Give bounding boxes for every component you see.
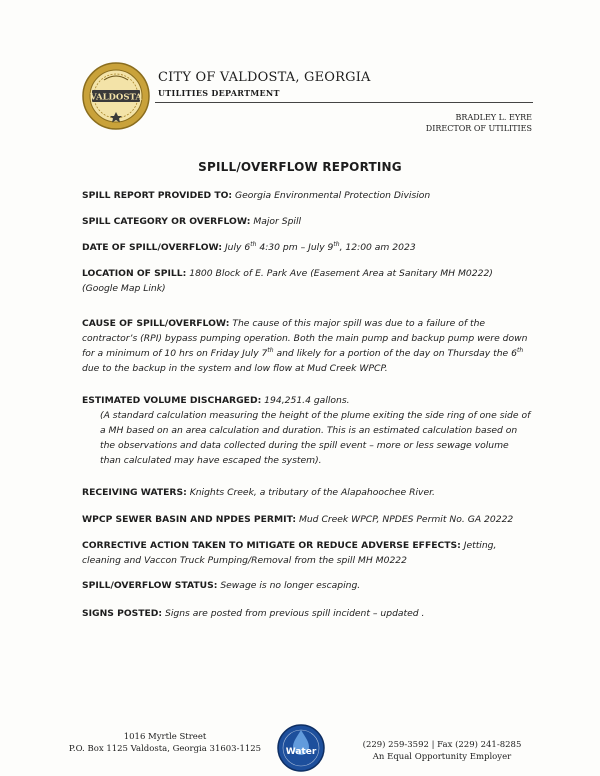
address-line-1: 1016 Myrtle Street	[123, 732, 207, 742]
field-provided-to	[82, 188, 532, 203]
phone-fax: (229) 259-3592 | Fax (229) 241-8285	[362, 740, 522, 750]
google-map-link[interactable]: (Google Map Link)	[82, 283, 166, 294]
city-seal-logo	[82, 62, 150, 130]
page-title: SPILL/OVERFLOW REPORTING	[198, 160, 402, 174]
location-value: 1800 Block of E. Park Ave (Easement Area at Sanitary MH M0222)	[189, 268, 493, 279]
cause-value: The cause of this major spill was due to a failure of the contractor’s (RPI) bypass pumping operation. Both the main pump and backup pump were down for a minimum of 10 hrs on Friday July 7th and likely for a portion of the day on Thursday the 6th due to the backup in the system and low flow at Mud Creek WPCP.	[82, 318, 528, 374]
footer-contact	[338, 739, 546, 763]
basin-label: WPCP SEWER BASIN AND NPDES PERMIT:	[82, 514, 297, 525]
category-value: Major Spill	[253, 216, 302, 227]
category-label: SPILL CATEGORY OR OVERFLOW:	[82, 216, 251, 227]
status-label: SPILL/OVERFLOW STATUS:	[82, 580, 218, 591]
provided-to-value: Georgia Environmental Protection Division	[235, 190, 431, 201]
cause-label: CAUSE OF SPILL/OVERFLOW:	[82, 318, 230, 329]
signs-label: SIGNS POSTED:	[82, 608, 163, 619]
basin-value: Mud Creek WPCP, NPDES Permit No. GA 20222	[298, 514, 514, 525]
field-signs-posted	[82, 606, 532, 621]
signs-value: Signs are posted from previous spill incident – updated .	[165, 608, 425, 619]
director-block	[426, 112, 532, 134]
address-line-2: P.O. Box 1125 Valdosta, Georgia 31603-1125	[68, 744, 262, 754]
field-basin-permit	[82, 512, 532, 527]
receiving-value: Knights Creek, a tributary of the Alapahoochee River.	[189, 487, 435, 498]
field-receiving-waters	[82, 485, 532, 500]
footer-address	[60, 731, 270, 755]
field-category	[82, 214, 532, 229]
director-title: DIRECTOR OF UTILITIES	[425, 124, 532, 133]
director-name: BRADLEY L. EYRE	[455, 113, 532, 122]
org-name: CITY OF VALDOSTA, GEORGIA	[158, 70, 371, 85]
corrective-label: CORRECTIVE ACTION TAKEN TO MITIGATE OR REDUCE ADVERSE EFFECTS:	[82, 540, 461, 551]
volume-note: (A standard calculation measuring the height of the plume exiting the side ring of one side of a MH based on an area calculation and duration. This is an estimated calculation based on the observations and data collected during the spill event – more or less sewage volume than calculated may have escaped the system).	[100, 410, 531, 466]
water-logo	[276, 722, 326, 774]
volume-value: 194,251.4 gallons.	[264, 395, 350, 406]
date-value: July 6th 4:30 pm – July 9th, 12:00 am 2023	[224, 240, 416, 253]
corrective-value: Jetting, cleaning and Vaccon Truck Pumping/Removal from the spill MH M0222	[82, 540, 497, 566]
receiving-label: RECEIVING WATERS:	[82, 487, 187, 498]
organization-block	[158, 70, 371, 98]
field-corrective-action	[82, 538, 532, 568]
volume-label: ESTIMATED VOLUME DISCHARGED:	[82, 395, 262, 406]
location-label: LOCATION OF SPILL:	[82, 268, 187, 279]
field-date	[82, 240, 532, 255]
svg-text:Water: Water	[285, 747, 317, 757]
provided-to-label: SPILL REPORT PROVIDED TO:	[82, 190, 233, 201]
status-value: Sewage is no longer escaping.	[220, 580, 361, 591]
field-location	[82, 266, 532, 296]
department-name: UTILITIES DEPARTMENT	[158, 88, 280, 98]
field-volume	[82, 393, 532, 468]
svg-text:VALDOSTA: VALDOSTA	[90, 92, 142, 103]
field-cause	[82, 316, 532, 376]
header-divider	[155, 102, 533, 103]
field-status	[82, 578, 532, 593]
employer-statement: An Equal Opportunity Employer	[372, 752, 512, 762]
date-label: DATE OF SPILL/OVERFLOW:	[82, 242, 223, 253]
